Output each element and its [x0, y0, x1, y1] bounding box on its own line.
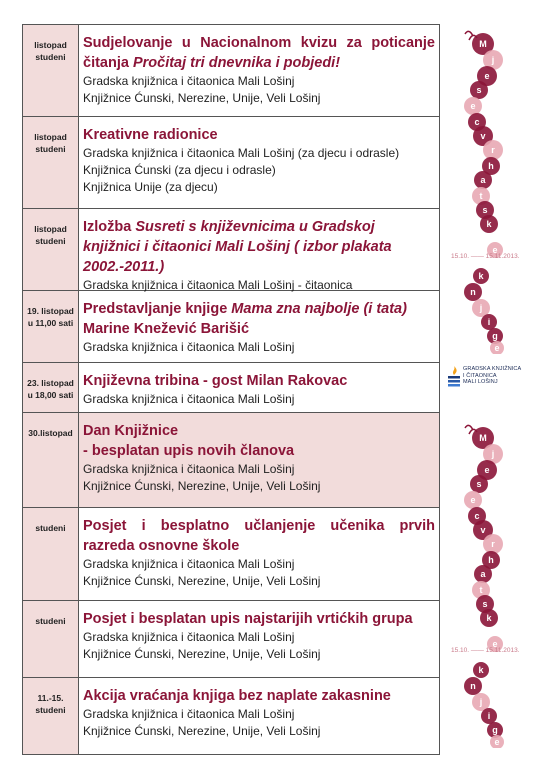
svg-text:e: e [492, 639, 498, 649]
event-date-line: 11.-15. [37, 693, 64, 703]
event-location: Gradska knjižnica i čitaonica Mali Lošinj [83, 392, 295, 406]
svg-text:e: e [484, 71, 490, 81]
event-date-line: studeni [35, 616, 66, 626]
event-date-line: u 18,00 sati [27, 390, 74, 400]
letter-bubble [480, 215, 498, 233]
svg-text:v: v [480, 131, 486, 141]
svg-text:t: t [479, 191, 483, 201]
logo-text-line: I ČITAONICA [463, 372, 497, 379]
event-date-line: studeni [35, 705, 66, 715]
event-date [23, 117, 79, 208]
event-date [23, 291, 79, 362]
letter-bubble [481, 708, 497, 724]
event-location: Knjižnice Ćunski, Nerezine, Unije, Veli Lošinj [83, 647, 321, 661]
event-date-line: listopad [34, 40, 67, 50]
event-title: Dan Knjižnice - besplatan upis novih članova [83, 423, 295, 459]
logo-text-line: GRADSKA KNJIŽNICA [463, 366, 522, 372]
event-title: Kreativne radionice [83, 127, 218, 143]
event-location: Gradska knjižnica i čitaonica Mali Lošinj [83, 74, 295, 88]
book-flame-icon [447, 364, 461, 390]
event-content [79, 678, 439, 754]
letter-bubble [464, 677, 482, 695]
event-content [79, 291, 439, 362]
svg-text:s: s [482, 205, 488, 215]
letter-bubble [464, 491, 482, 509]
svg-text:j: j [491, 449, 495, 459]
event-location: Knjižnice Ćunski, Nerezine, Unije, Veli Lošinj [83, 574, 321, 588]
event-date [23, 508, 79, 600]
svg-text:e: e [494, 343, 500, 353]
svg-text:r: r [491, 539, 495, 549]
event-date-line: 30.listopad [28, 428, 73, 438]
event-location: Gradska knjižnica i čitaonica Mali Lošinj (za djecu i odrasle) [83, 146, 400, 160]
event-location: Knjižnice Ćunski, Nerezine, Unije, Veli Lošinj [83, 724, 321, 738]
event-location: Knjižnice Ćunski, Nerezine, Unije, Veli Lošinj [83, 91, 321, 105]
event-location: Gradska knjižnica i čitaonica Mali Lošinj - čitaonica [83, 278, 353, 292]
letter-bubble [481, 314, 497, 330]
event-content [79, 601, 439, 677]
event-title: Posjet i besplatno učlanjenje učenika prvih razreda osnovne škole [83, 518, 435, 554]
letter-bubble [470, 475, 488, 493]
svg-text:s: s [482, 599, 488, 609]
event-date-line: studeni [35, 236, 66, 246]
svg-text:e: e [470, 495, 476, 505]
svg-text:e: e [494, 737, 500, 747]
event-location: Gradska knjižnica i čitaonica Mali Lošinj [83, 630, 295, 644]
letter-bubble [474, 565, 492, 583]
event-title: Akcija vraćanja knjiga bez naplate zakasnine [83, 688, 391, 704]
svg-text:r: r [491, 145, 495, 155]
svg-text:j: j [491, 55, 495, 65]
letter-bubble [464, 97, 482, 115]
svg-text:k: k [478, 271, 484, 281]
event-date-line: 19. listopad [27, 306, 74, 316]
svg-text:s: s [476, 85, 482, 95]
event-date [23, 209, 79, 290]
event-location: Knjižnica Unije (za djecu) [83, 180, 218, 194]
event-row [22, 209, 440, 291]
decoration-column-bottom [443, 418, 529, 748]
svg-text:i: i [487, 711, 491, 721]
svg-text:c: c [474, 117, 480, 127]
event-row [22, 25, 440, 117]
event-title: Sudjelovanje u Nacionalnom kvizu za poticanje čitanja Pročitaj tri dnevnika i pobjedi! [83, 35, 435, 71]
event-row [22, 678, 440, 755]
event-content [79, 117, 439, 208]
event-date-line: studeni [35, 52, 66, 62]
event-date-line: u 11,00 sati [27, 318, 74, 328]
event-title: Posjet i besplatan upis najstarijih vrtićkih grupa [83, 611, 413, 627]
svg-text:e: e [484, 465, 490, 475]
event-row [22, 117, 440, 209]
event-content [79, 25, 439, 116]
event-content [79, 209, 439, 290]
svg-text:a: a [480, 175, 486, 185]
event-date [23, 601, 79, 677]
svg-text:k: k [486, 613, 492, 623]
event-location: Gradska knjižnica i čitaonica Mali Lošinj [83, 707, 295, 721]
svg-text:t: t [479, 585, 483, 595]
event-content [79, 413, 439, 507]
svg-text:c: c [474, 511, 480, 521]
event-row [22, 413, 440, 508]
event-content [79, 508, 439, 600]
logo-text-line: MALI LOŠINJ [463, 379, 498, 385]
event-location: Knjižnice Ćunski, Nerezine, Unije, Veli Lošinj [83, 479, 321, 493]
month-of-book-decoration-bottom [443, 418, 529, 748]
event-row [22, 363, 440, 413]
event-date-line: 23. listopad [27, 378, 74, 388]
library-logo [447, 362, 533, 392]
svg-text:s: s [476, 479, 482, 489]
event-row [22, 291, 440, 363]
svg-text:M: M [479, 433, 487, 443]
event-location: Knjižnica Ćunski (za djecu i odrasle) [83, 163, 276, 177]
event-title: Izložba Susreti s književnicima u Gradskoj knjižnici i čitaonici Mali Lošinj ( izbor plakata 2002.-2011.) [83, 219, 392, 275]
event-location: Gradska knjižnica i čitaonica Mali Lošinj [83, 462, 295, 476]
svg-text:g: g [492, 331, 498, 341]
letter-bubble [473, 268, 489, 284]
event-date-line: studeni [35, 144, 66, 154]
event-date-line: listopad [34, 132, 67, 142]
letter-bubble [473, 662, 489, 678]
decoration-column [443, 24, 529, 354]
svg-text:k: k [478, 665, 484, 675]
campaign-date: 15.10. —— 15.11.2013. [451, 253, 520, 260]
library-logo-text [463, 366, 521, 386]
event-row [22, 601, 440, 678]
svg-text:e: e [470, 101, 476, 111]
svg-text:g: g [492, 725, 498, 735]
letter-bubble [480, 609, 498, 627]
event-date [23, 25, 79, 116]
event-location: Gradska knjižnica i čitaonica Mali Lošinj [83, 340, 295, 354]
letter-bubble [464, 283, 482, 301]
campaign-date: 15.10. —— 15.11.2013. [451, 647, 520, 654]
svg-text:j: j [479, 697, 483, 707]
event-date [23, 363, 79, 412]
event-content [79, 363, 439, 412]
event-table [22, 24, 440, 755]
svg-text:i: i [487, 317, 491, 327]
month-of-book-decoration-top [443, 24, 529, 354]
svg-text:e: e [492, 245, 498, 255]
event-title: Predstavljanje knjige Mama zna najbolje (i tata) Marine Knežević Barišić [83, 301, 407, 337]
letter-bubble [474, 171, 492, 189]
letter-bubble [470, 81, 488, 99]
svg-text:k: k [486, 219, 492, 229]
svg-text:n: n [470, 287, 476, 297]
event-location: Gradska knjižnica i čitaonica Mali Lošinj [83, 557, 295, 571]
event-date [23, 413, 79, 507]
event-date-line: studeni [35, 523, 66, 533]
svg-text:n: n [470, 681, 476, 691]
event-date-line: listopad [34, 224, 67, 234]
svg-text:h: h [488, 555, 494, 565]
svg-text:j: j [479, 303, 483, 313]
svg-text:h: h [488, 161, 494, 171]
svg-text:a: a [480, 569, 486, 579]
event-row [22, 508, 440, 601]
event-date [23, 678, 79, 754]
svg-text:M: M [479, 39, 487, 49]
letter-bubble [483, 140, 503, 160]
svg-text:v: v [480, 525, 486, 535]
letter-bubble [483, 534, 503, 554]
event-title: Književna tribina - gost Milan Rakovac [83, 373, 348, 389]
